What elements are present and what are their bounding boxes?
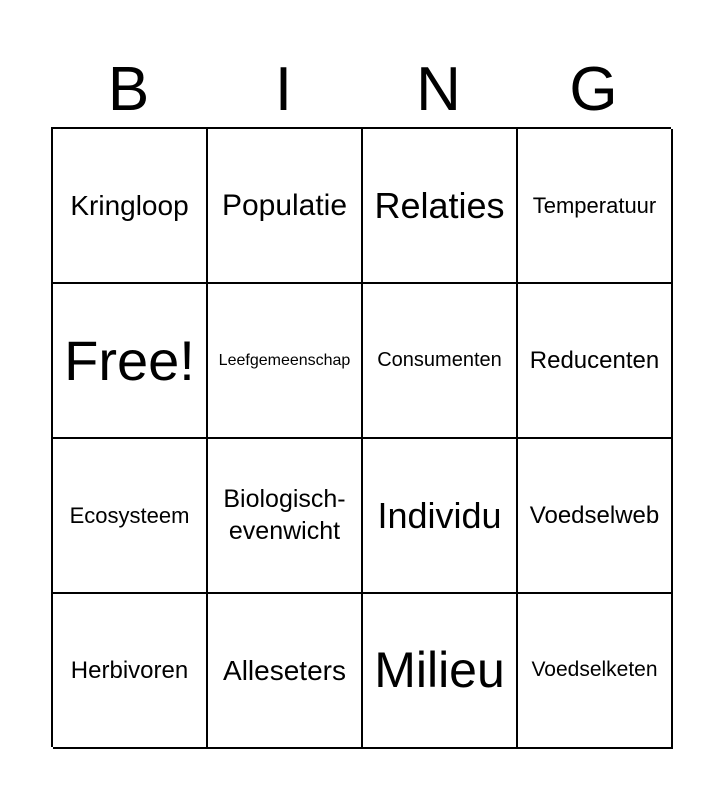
header-letter-g: G (569, 55, 618, 124)
bingo-cell[interactable] (53, 129, 208, 284)
bingo-cell[interactable] (53, 594, 208, 749)
cell-label: Alleseters (223, 655, 346, 686)
bingo-card (51, 127, 671, 747)
cell-label: Herbivoren (70, 656, 189, 684)
bingo-cell[interactable] (518, 284, 673, 439)
cell-label: Voedselketen (531, 658, 658, 682)
bingo-cell[interactable] (363, 439, 518, 594)
cell-label: Voedselweb (529, 501, 660, 529)
cell-label: Biologisch-evenwicht (223, 485, 346, 545)
bingo-cell[interactable] (208, 284, 363, 439)
bingo-header (51, 55, 671, 125)
bingo-cell-free[interactable] (53, 284, 208, 439)
bingo-cell[interactable] (208, 439, 363, 594)
cell-label: Consumenten (377, 349, 502, 371)
cell-label: Temperatuur (532, 192, 657, 218)
bingo-cell[interactable] (208, 594, 363, 749)
cell-label: Kringloop (70, 190, 189, 221)
cell-label: Ecosysteem (69, 502, 190, 528)
cell-label: Populatie (221, 188, 348, 222)
header-letter-n: N (416, 55, 461, 124)
bingo-cell[interactable] (53, 439, 208, 594)
bingo-cell[interactable] (363, 594, 518, 749)
cell-label: Free! (64, 328, 195, 392)
cell-label: Reducenten (529, 346, 660, 374)
cell-label: Milieu (374, 642, 505, 699)
header-letter-i: I (274, 55, 293, 124)
cell-label: Individu (377, 495, 502, 536)
cell-label: Relaties (374, 185, 505, 226)
bingo-cell[interactable] (518, 594, 673, 749)
bingo-cell[interactable] (518, 129, 673, 284)
bingo-cell[interactable] (363, 129, 518, 284)
bingo-cell[interactable] (518, 439, 673, 594)
header-letter-b: B (107, 55, 150, 124)
bingo-cell[interactable] (363, 284, 518, 439)
bingo-cell[interactable] (208, 129, 363, 284)
cell-label: Leefgemeenschap (218, 351, 351, 369)
